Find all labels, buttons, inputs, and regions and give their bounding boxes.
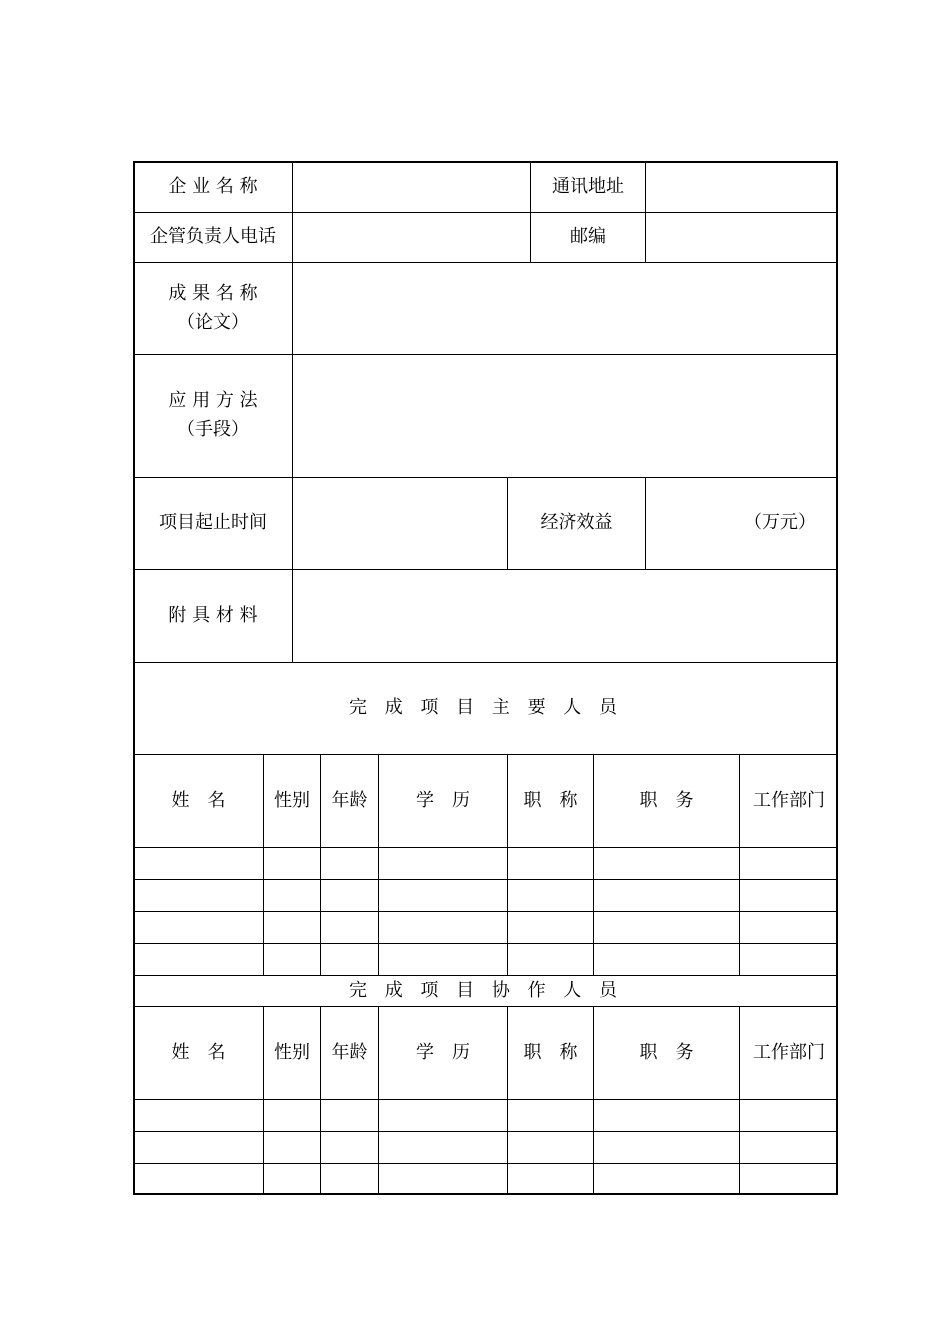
- main-staff-cell[interactable]: [133, 943, 263, 975]
- coop-staff-cell[interactable]: [378, 1163, 507, 1195]
- main-staff-cell[interactable]: [320, 911, 378, 943]
- coop-staff-cell[interactable]: [739, 1131, 838, 1163]
- postcode-label: 邮编: [530, 212, 645, 262]
- method-subtitle: （手段）: [177, 419, 249, 440]
- coop-staff-cell[interactable]: [378, 1099, 507, 1131]
- coop-staff-cell[interactable]: [739, 1163, 838, 1195]
- main-header-age: 年龄: [320, 754, 378, 847]
- main-staff-cell[interactable]: [378, 911, 507, 943]
- coop-staff-title: 完 成 项 目 协 作 人 员: [133, 975, 838, 1006]
- benefit-label: 经济效益: [507, 477, 645, 569]
- main-staff-cell[interactable]: [507, 943, 593, 975]
- main-header-gender: 性别: [263, 754, 320, 847]
- main-staff-cell[interactable]: [263, 943, 320, 975]
- result-name-label: [133, 262, 292, 354]
- main-staff-cell[interactable]: [263, 911, 320, 943]
- result-name-subtitle: （论文）: [177, 311, 249, 333]
- coop-header-position: 职 务: [593, 1006, 739, 1099]
- main-header-name: 姓 名: [133, 754, 263, 847]
- coop-header-age: 年龄: [320, 1006, 378, 1099]
- method-title: 应 用 方 法: [168, 390, 258, 412]
- coop-staff-cell[interactable]: [507, 1099, 593, 1131]
- main-staff-cell[interactable]: [133, 847, 263, 879]
- method-label: [133, 354, 292, 477]
- coop-header-name: 姓 名: [133, 1006, 263, 1099]
- attachments-field[interactable]: [292, 569, 838, 662]
- main-staff-cell[interactable]: [593, 847, 739, 879]
- main-staff-cell[interactable]: [507, 879, 593, 911]
- main-staff-cell[interactable]: [133, 911, 263, 943]
- result-name-field[interactable]: [292, 262, 838, 354]
- coop-header-education: 学 历: [378, 1006, 507, 1099]
- main-staff-cell[interactable]: [593, 943, 739, 975]
- company-name-label: 企 业 名 称: [133, 161, 292, 212]
- main-staff-cell[interactable]: [593, 879, 739, 911]
- attachments-label: 附 具 材 料: [133, 569, 292, 662]
- coop-staff-cell[interactable]: [739, 1099, 838, 1131]
- result-name-title: 成 果 名 称: [168, 282, 258, 304]
- benefit-field[interactable]: [645, 477, 838, 569]
- coop-staff-cell[interactable]: [133, 1131, 263, 1163]
- benefit-unit: （万元）: [744, 512, 816, 534]
- main-header-title: 职 称: [507, 754, 593, 847]
- project-time-field[interactable]: [292, 477, 507, 569]
- main-staff-cell[interactable]: [378, 943, 507, 975]
- main-staff-cell[interactable]: [507, 847, 593, 879]
- main-staff-cell[interactable]: [378, 847, 507, 879]
- main-header-education: 学 历: [378, 754, 507, 847]
- manager-phone-label: 企管负责人电话: [133, 212, 292, 262]
- main-header-position: 职 务: [593, 754, 739, 847]
- coop-staff-cell[interactable]: [593, 1131, 739, 1163]
- coop-staff-cell[interactable]: [320, 1163, 378, 1195]
- main-staff-cell[interactable]: [263, 879, 320, 911]
- company-name-field[interactable]: [292, 161, 530, 212]
- coop-staff-cell[interactable]: [263, 1099, 320, 1131]
- coop-staff-cell[interactable]: [507, 1163, 593, 1195]
- coop-staff-cell[interactable]: [378, 1131, 507, 1163]
- coop-staff-cell[interactable]: [507, 1131, 593, 1163]
- method-field[interactable]: [292, 354, 838, 477]
- main-staff-cell[interactable]: [507, 911, 593, 943]
- main-staff-cell[interactable]: [378, 879, 507, 911]
- main-staff-cell[interactable]: [263, 847, 320, 879]
- main-staff-cell[interactable]: [739, 911, 838, 943]
- coop-staff-cell[interactable]: [320, 1099, 378, 1131]
- main-staff-cell[interactable]: [320, 879, 378, 911]
- main-staff-cell[interactable]: [739, 879, 838, 911]
- project-time-label: 项目起止时间: [133, 477, 292, 569]
- coop-staff-cell[interactable]: [593, 1099, 739, 1131]
- postcode-field[interactable]: [645, 212, 838, 262]
- coop-staff-cell[interactable]: [133, 1099, 263, 1131]
- manager-phone-field[interactable]: [292, 212, 530, 262]
- coop-header-title: 职 称: [507, 1006, 593, 1099]
- main-staff-cell[interactable]: [133, 879, 263, 911]
- main-staff-cell[interactable]: [320, 847, 378, 879]
- coop-staff-cell[interactable]: [593, 1163, 739, 1195]
- main-staff-cell[interactable]: [739, 847, 838, 879]
- coop-staff-cell[interactable]: [263, 1163, 320, 1195]
- coop-header-gender: 性别: [263, 1006, 320, 1099]
- main-staff-cell[interactable]: [593, 911, 739, 943]
- address-label: 通讯地址: [530, 161, 645, 212]
- address-field[interactable]: [645, 161, 838, 212]
- main-staff-title: 完 成 项 目 主 要 人 员: [133, 662, 838, 754]
- coop-header-department: 工作部门: [739, 1006, 838, 1099]
- coop-staff-cell[interactable]: [133, 1163, 263, 1195]
- main-header-department: 工作部门: [739, 754, 838, 847]
- main-staff-cell[interactable]: [320, 943, 378, 975]
- coop-staff-cell[interactable]: [320, 1131, 378, 1163]
- coop-staff-cell[interactable]: [263, 1131, 320, 1163]
- main-staff-cell[interactable]: [739, 943, 838, 975]
